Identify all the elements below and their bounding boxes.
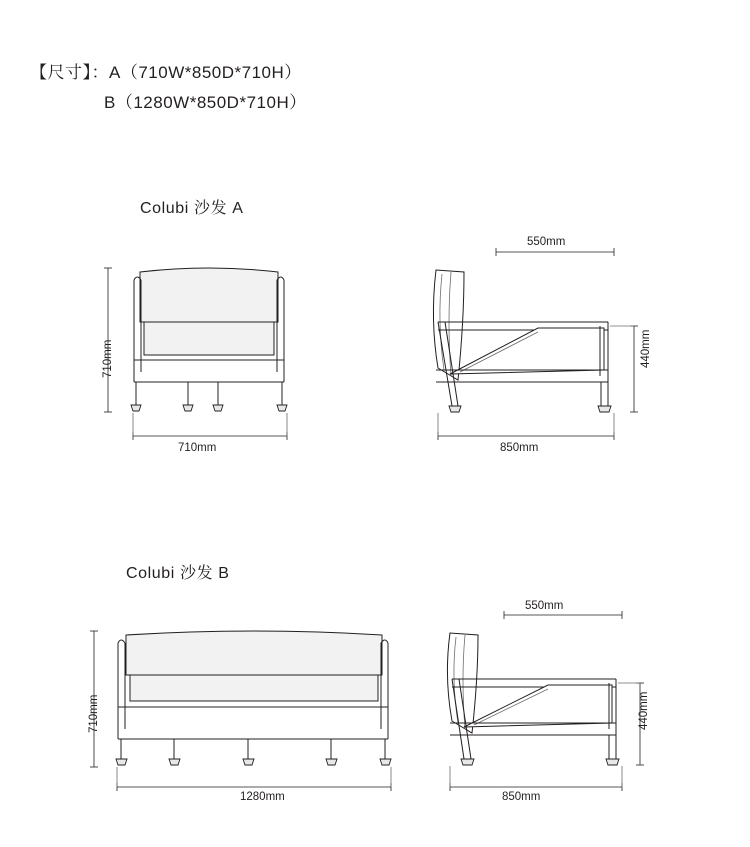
model-b-side-top-label: 550mm	[525, 600, 564, 612]
left-arm-top	[118, 640, 125, 643]
seat-profile	[450, 328, 604, 374]
model-a-front-width-label: 710mm	[178, 442, 217, 454]
model-a-side-top-label: 550mm	[527, 236, 566, 248]
model-b-title: Colubi 沙发 B	[126, 565, 230, 582]
side-foot-rear	[449, 406, 461, 412]
spec-line-1: 【尺寸】：A（710W*850D*710H）	[30, 63, 302, 82]
seat-cushion-shape	[144, 322, 274, 355]
foot-1	[116, 759, 127, 765]
foot-3	[243, 759, 254, 765]
model-b-side-view-drawing	[430, 615, 655, 815]
model-b-side-depth-label: 850mm	[502, 791, 541, 803]
foot-2	[183, 405, 193, 411]
foot-4	[326, 759, 337, 765]
side-foot-front	[606, 759, 619, 765]
model-a-side-view-drawing	[418, 250, 648, 460]
side-foot-rear	[461, 759, 474, 765]
spec-header	[30, 58, 307, 118]
backrest-shape	[126, 631, 382, 675]
backrest-shape	[140, 268, 278, 322]
model-a-front-view-drawing	[100, 250, 320, 460]
model-a-title: Colubi 沙发 A	[140, 200, 244, 217]
seat-cushion-shape	[130, 675, 378, 701]
foot-4	[277, 405, 287, 411]
model-b-front-view-drawing	[86, 615, 406, 815]
model-a-side-height-label: 440mm	[640, 329, 652, 368]
model-a-front-height-label: 710mm	[102, 339, 114, 378]
foot-2	[169, 759, 180, 765]
foot-3	[213, 405, 223, 411]
spec-line-2: B（1280W*850D*710H）	[104, 93, 307, 112]
foot-5	[380, 759, 391, 765]
model-a-side-depth-label: 850mm	[500, 442, 539, 454]
model-b-front-width-label: 1280mm	[240, 791, 285, 803]
seat-profile	[464, 685, 612, 727]
foot-1	[131, 405, 141, 411]
model-b-side-height-label: 440mm	[638, 691, 650, 730]
side-foot-front	[598, 406, 611, 412]
model-b-front-height-label: 710mm	[88, 694, 100, 733]
